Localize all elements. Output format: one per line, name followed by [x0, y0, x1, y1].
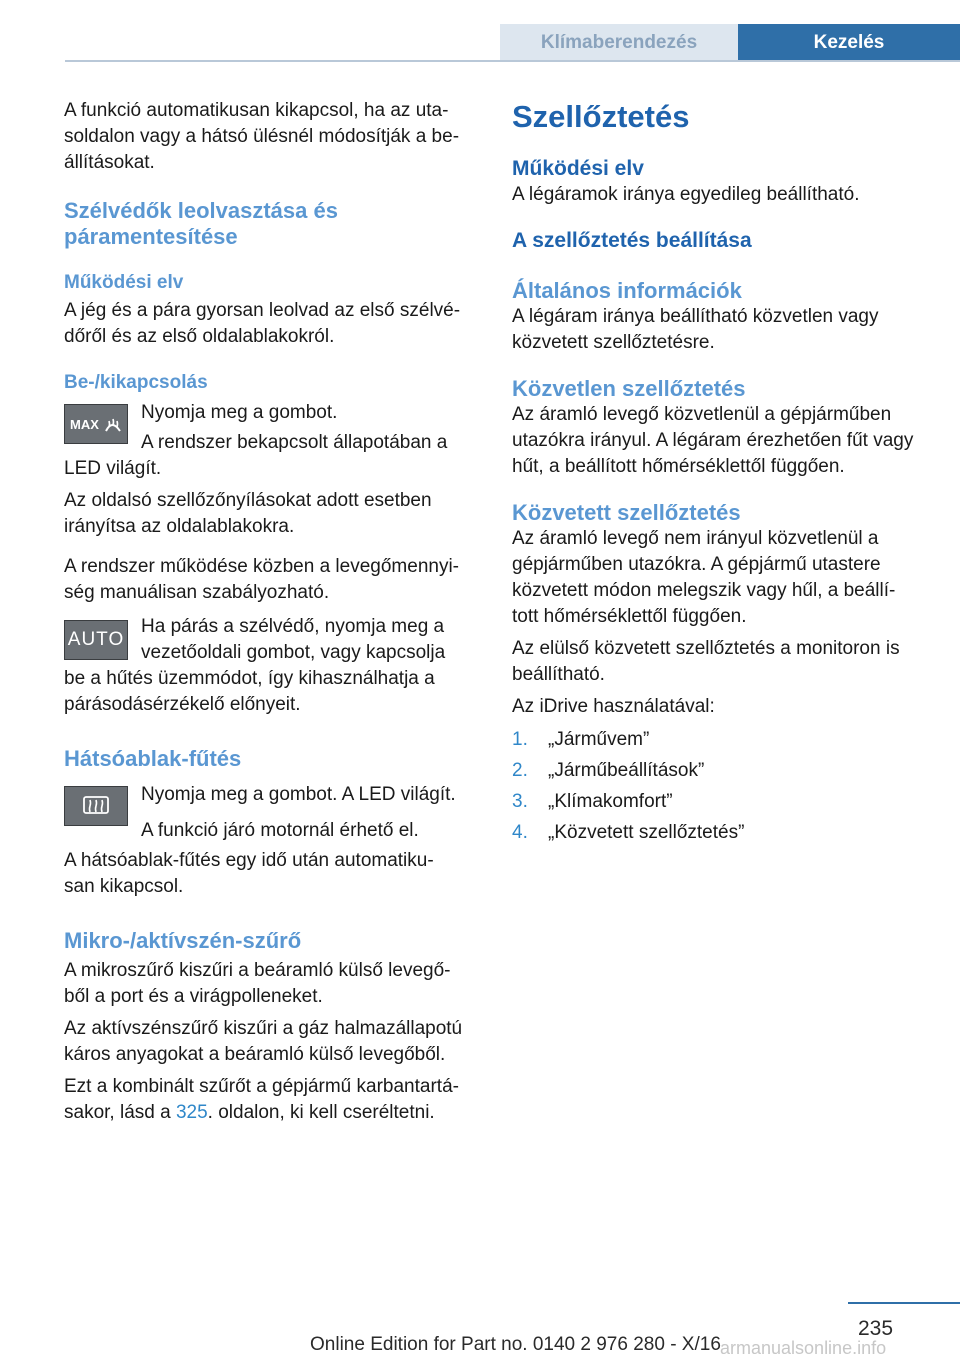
page-number: 235 [858, 1317, 894, 1340]
step-text: „Közvetett szellőztetés” [548, 822, 745, 843]
rear-defrost-icon [76, 793, 116, 819]
defrost-principle-text: A jég és a pára gyorsan leolvad az első szélvé- dőről és az első oldalablakokról. [64, 300, 461, 347]
edition-footer: Online Edition for Part no. 0140 2 976 280 - X/16 [310, 1334, 721, 1355]
indirect-ventilation-heading: Közvetett szellőztetés [512, 500, 741, 525]
max-defrost-button-icon [64, 404, 128, 444]
rear-defrost-heading: Hátsóablak-fűtés [64, 746, 242, 771]
ventilation-principle-heading: Működési elv [512, 157, 644, 180]
direct-ventilation-heading: Közvetlen szellőztetés [512, 376, 746, 401]
step-number: 4. [512, 822, 528, 843]
rear-defrost-button-icon [64, 786, 128, 826]
header-chapter-tab: Kezelés [738, 24, 960, 62]
defrost-principle-heading: Működési elv [64, 272, 184, 293]
list-item [512, 786, 932, 817]
general-info-text: A légáram iránya beállítható közvetlen vagy közvetett szellőztetésre. [512, 306, 879, 353]
auto-button-block [64, 614, 480, 718]
rear-button-text-1: Nyomja meg a gombot. A LED világít. [141, 784, 456, 805]
idrive-steps-list [512, 724, 932, 848]
max-button-text-2: A rendszer bekapcsolt állapotában a [141, 432, 448, 453]
onoff-heading: Be-/kikapcsolás [64, 372, 208, 393]
rear-button-block [64, 782, 480, 844]
defrost-heading: Szélvédők leolvasztása és páramentesítése [64, 198, 338, 249]
svg-text:MAX: MAX [70, 417, 99, 432]
footer-rule [848, 1302, 960, 1304]
auto-button-text-2: vezetőoldali gombot, vagy kapcsolja [141, 642, 446, 663]
monitor-text: Az elülső közvetett szellőztetés a monitoron is beállítható. [512, 638, 900, 685]
list-item [512, 755, 932, 786]
auto-button-icon [64, 620, 128, 660]
list-item [512, 724, 932, 755]
general-info-heading: Általános információk [512, 278, 742, 303]
filter-text-3b: . oldalon, ki kell cseréltetni. [207, 1102, 435, 1123]
ventilation-principle-text: A légáramok iránya egyedileg beállítható. [512, 184, 860, 205]
airflow-text: A rendszer működése közben a levegőmennyi- ség manuálisan szabályozható. [64, 556, 460, 603]
auto-icon-label: AUTO [67, 629, 125, 650]
step-number: 1. [512, 729, 528, 750]
intro-paragraph: A funkció automatikusan kikapcsol, ha az uta- soldalon vagy a hátsó ülésnél módosítják a be- állításokat. [64, 100, 460, 173]
step-text: „Járműbeállítások” [548, 760, 705, 781]
filter-page-link[interactable]: 325 [175, 1102, 208, 1123]
direct-ventilation-text: Az áramló levegő közvetlenül a gépjárműben utazókra irányul. A légáram érezhetően fűt vagy hűt, a beállított hőmérséklettől függően. [512, 404, 914, 477]
step-text: „Járművem” [548, 729, 650, 750]
max-button-block [64, 400, 480, 482]
filter-text-3a: Ezt a kombinált szűrőt a gépjármű karbantartá- sakor, lásd a [64, 1076, 459, 1123]
ventilation-title: Szellőztetés [512, 99, 690, 134]
list-item [512, 817, 932, 848]
max-button-text-1: Nyomja meg a gombot. [141, 402, 338, 423]
filter-text-2: Az aktívszénszűrő kiszűri a gáz halmazállapotú káros anyagokat a beáramló külső levegőből. [64, 1018, 463, 1065]
filter-text-1: A mikroszűrő kiszűri a beáramló külső levegő- ből a port és a virágpolleneket. [64, 960, 451, 1007]
filter-text-3 [64, 1074, 480, 1126]
watermark: armanualsonline.info [720, 1338, 887, 1358]
idrive-text: Az iDrive használatával: [512, 696, 715, 717]
right-column [512, 98, 932, 848]
step-text: „Klímakomfort” [548, 791, 673, 812]
vents-text: Az oldalsó szellőzőnyílásokat adott esetben irányítsa az oldalablakokra. [64, 490, 432, 537]
filter-heading: Mikro-/aktívszén-szűrő [64, 928, 302, 953]
left-column [64, 98, 480, 1126]
step-number: 2. [512, 760, 528, 781]
max-defrost-icon [68, 411, 124, 437]
auto-button-text-3: be a hűtés üzemmódot, így kihasználhatja a párásodásérzékelő előnyeit. [64, 668, 435, 715]
rear-button-text-2: A funkció járó motornál érhető el. [141, 820, 419, 841]
header-rule [65, 60, 960, 62]
max-button-text-3: LED világít. [64, 458, 162, 479]
indirect-ventilation-text: Az áramló levegő nem irányul közvetlenül a gépjárműben utazókra. A gépjármű utastere közvetett módon melegszik vagy hűl, a beállí- tott hőmérséklettől függően. [512, 528, 896, 627]
header-section-tab: Klímaberendezés [500, 24, 738, 62]
step-number: 3. [512, 791, 528, 812]
auto-button-text-1: Ha párás a szélvédő, nyomja meg a [141, 616, 445, 637]
rear-defrost-text: A hátsóablak-fűtés egy idő után automatiku- san kikapcsol. [64, 850, 434, 897]
ventilation-setup-heading: A szellőztetés beállítása [512, 229, 752, 252]
